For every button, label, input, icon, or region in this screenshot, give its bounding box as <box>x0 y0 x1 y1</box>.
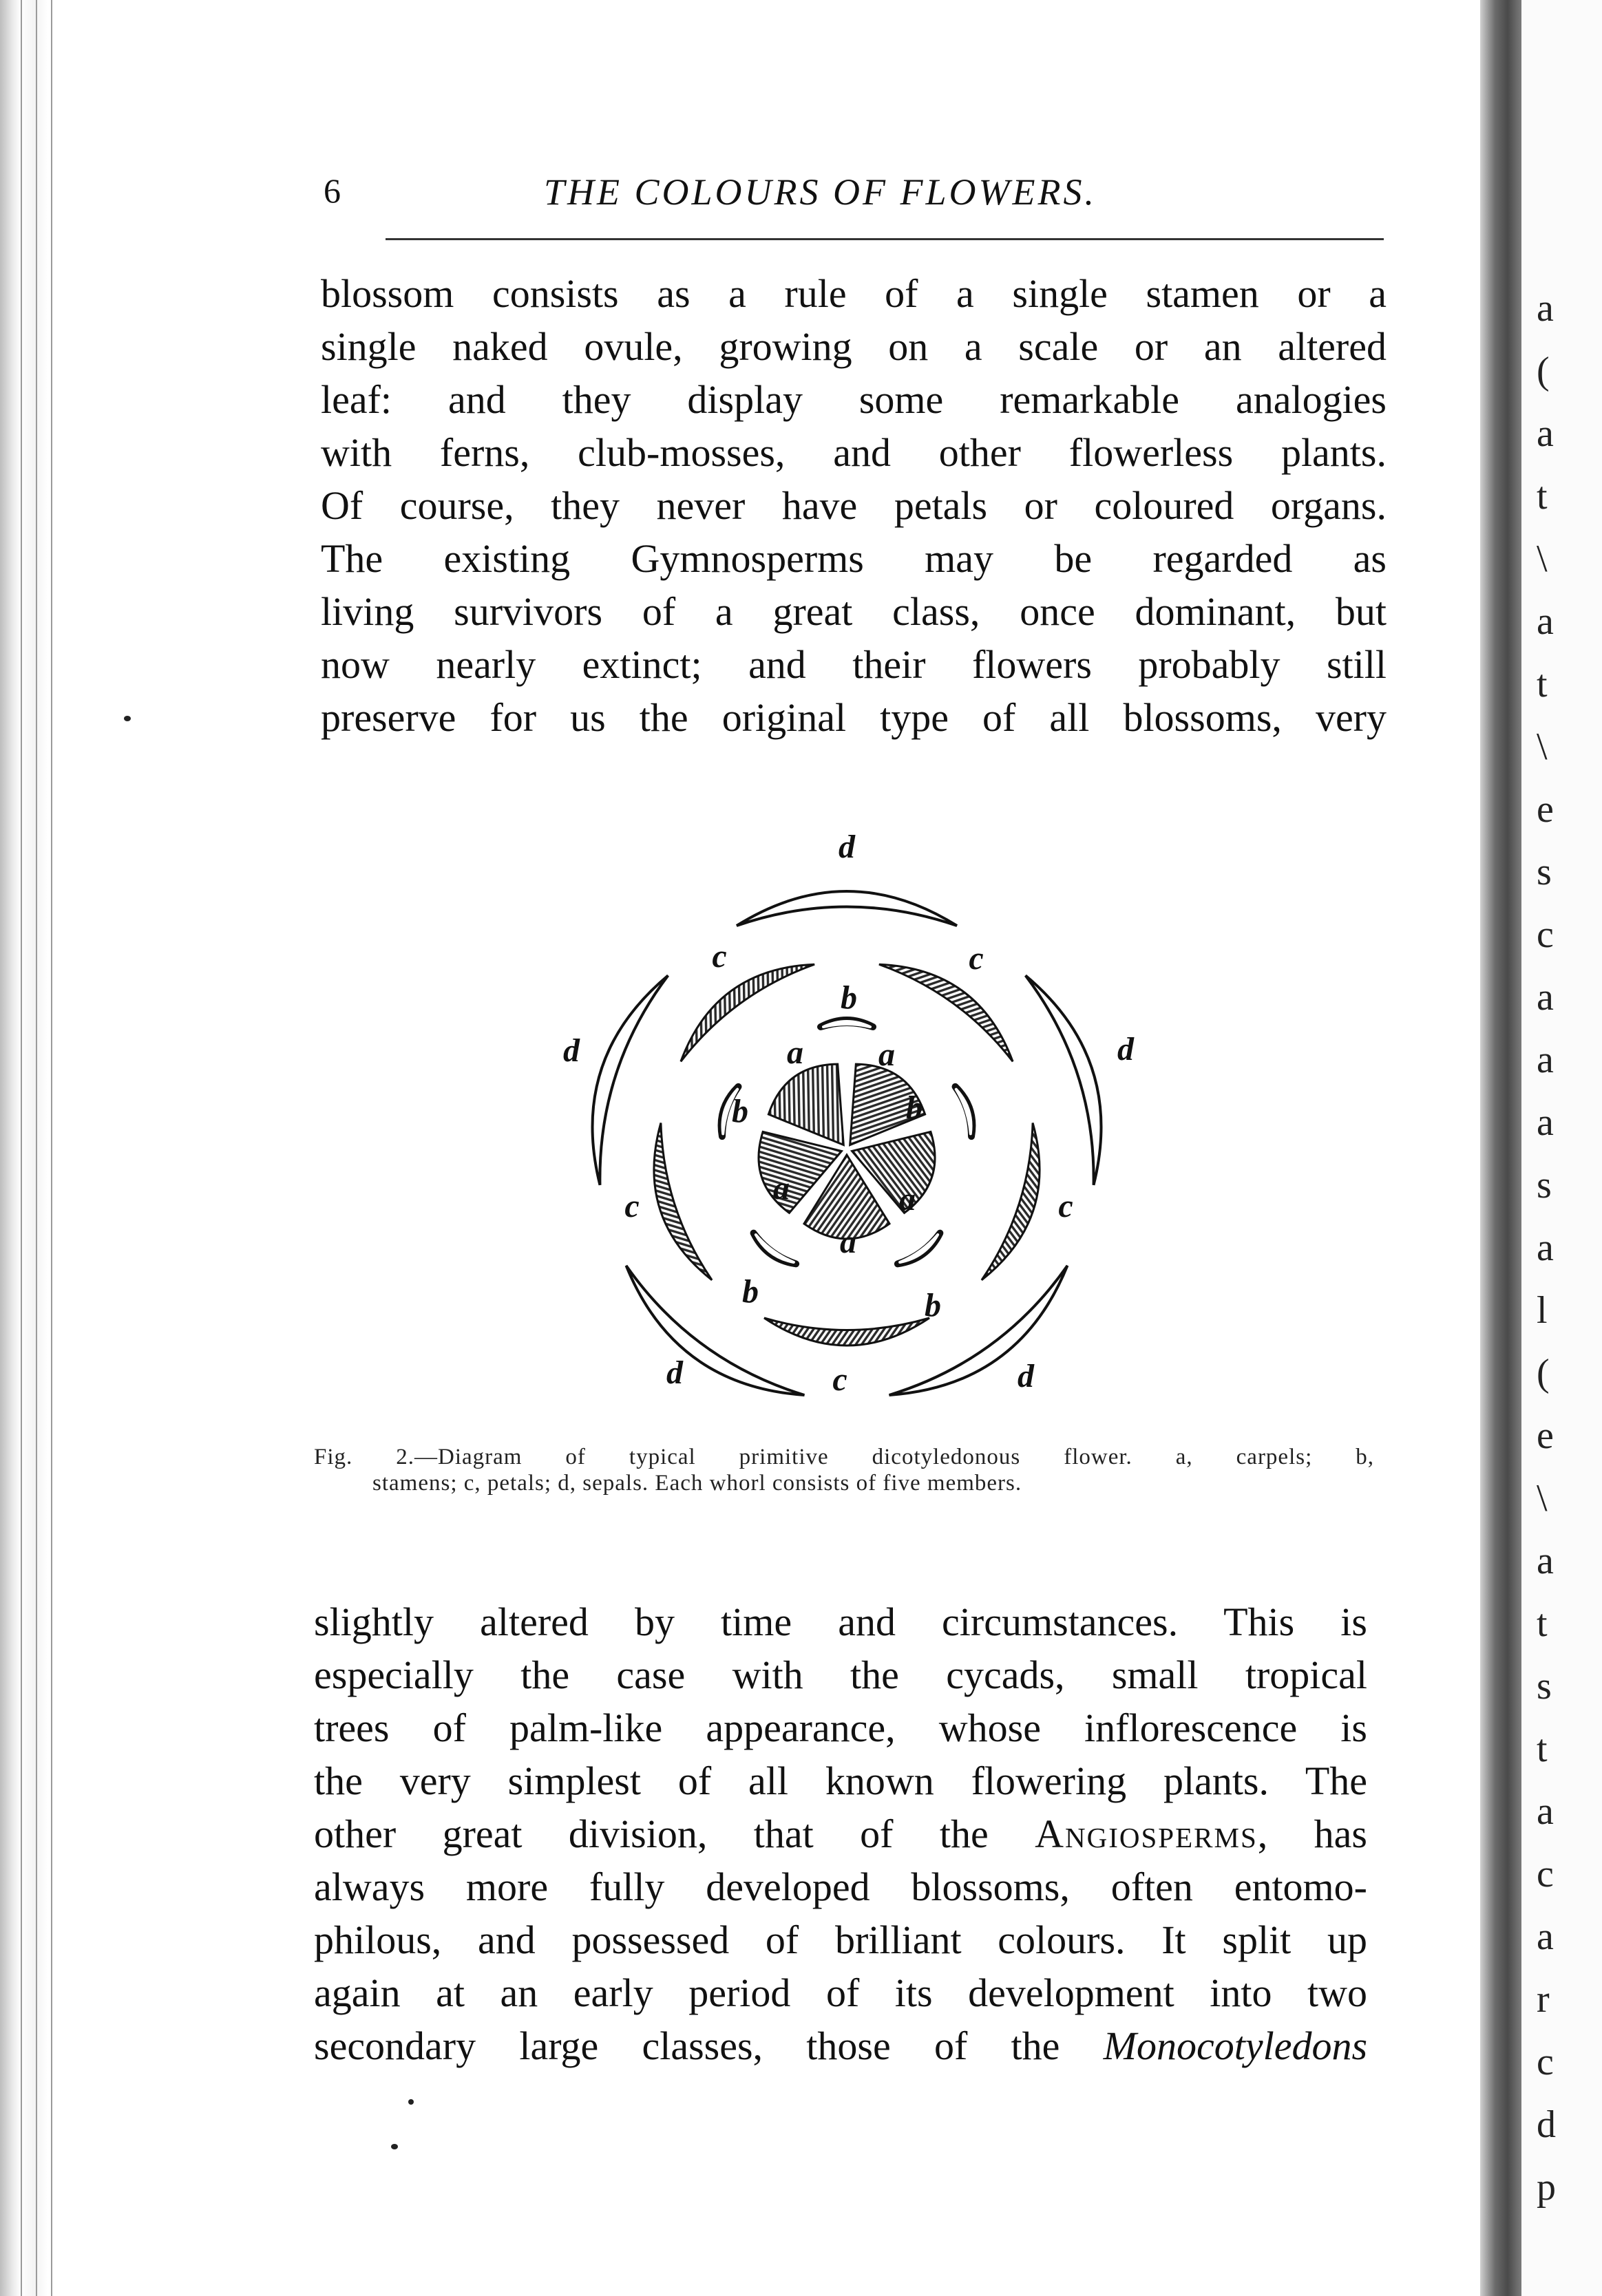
label-a: a <box>840 1224 856 1260</box>
next-page-fragment: t <box>1537 1728 1548 1770</box>
next-page-fragment: ( <box>1537 350 1550 392</box>
stamen <box>752 1235 794 1266</box>
label-a: a <box>773 1170 790 1207</box>
text-line: with ferns, club-mosses, and other flowerless plants. <box>321 430 1387 475</box>
stamen <box>900 1235 941 1266</box>
next-page-fragment: a <box>1537 976 1554 1019</box>
next-page-fragment: p <box>1537 2166 1556 2209</box>
next-page-fragment: a <box>1537 1101 1554 1144</box>
next-page-fragment: s <box>1537 1665 1552 1708</box>
italic-term: Monocotyledons <box>1103 2023 1368 2068</box>
sepal <box>567 965 668 1185</box>
sepal <box>606 1266 804 1423</box>
caption-line: Fig. 2.—Diagram of typical primitive dicotyledonous flower. a, carpels; b, <box>314 1445 1374 1469</box>
text-line: trees of palm-like appearance, whose inflorescence is <box>314 1705 1367 1750</box>
text-line: always more fully developed blossoms, often entomo- <box>314 1864 1367 1909</box>
next-page-fragment: a <box>1537 1790 1554 1833</box>
sepal <box>889 1266 1088 1423</box>
label-d: d <box>1117 1031 1134 1067</box>
label-b: b <box>906 1089 923 1126</box>
label-a: a <box>787 1034 803 1071</box>
page-number: 6 <box>324 171 341 210</box>
text-line: leaf: and they display some remarkable analogies <box>321 377 1387 422</box>
label-d: d <box>666 1354 683 1391</box>
petal <box>635 1123 712 1289</box>
next-page-fragment: l <box>1537 1289 1548 1332</box>
text-line <box>314 2019 1367 2072</box>
text-line: living survivors of a great class, once dominant, but <box>321 589 1387 634</box>
label-b: b <box>732 1093 748 1129</box>
next-page-fragment: t <box>1537 1602 1548 1645</box>
next-page-fragment: a <box>1537 1226 1554 1269</box>
next-page-fragment: e <box>1537 788 1554 831</box>
text-line: preserve for us the original type of all blossoms, very <box>321 695 1387 740</box>
ink-speck <box>408 2099 414 2105</box>
label-b: b <box>841 979 857 1016</box>
text-span: other great division, that of the <box>314 1811 989 1856</box>
label-d: d <box>839 829 855 865</box>
petal <box>879 942 1029 1061</box>
text-line: philous, and possessed of brilliant colours. It split up <box>314 1917 1367 1962</box>
next-page-fragment: r <box>1537 1978 1550 2021</box>
label-b: b <box>742 1273 759 1310</box>
next-page-fragment: d <box>1537 2103 1556 2146</box>
label-c: c <box>1058 1188 1073 1224</box>
ink-speck <box>391 2144 398 2149</box>
page-header <box>324 171 1384 226</box>
petal <box>764 1318 929 1346</box>
text-line: blossom consists as a rule of a single stamen or a <box>321 271 1387 316</box>
text-line: The existing Gymnosperms may be regarded as <box>321 536 1387 581</box>
gutter-shadow <box>1480 0 1521 2296</box>
text-line: Of course, they never have petals or coloured organs. <box>321 483 1387 528</box>
next-page-fragment: c <box>1537 913 1554 956</box>
left-binding-edge <box>0 0 65 2296</box>
text-line: now nearly extinct; and their flowers probably still <box>321 642 1387 687</box>
running-head: THE COLOURS OF FLOWERS. <box>544 171 1097 213</box>
text-line: slightly altered by time and circumstances. This is <box>314 1599 1367 1644</box>
header-rule <box>386 238 1384 240</box>
ink-speck <box>124 716 131 721</box>
text-line: especially the case with the cycads, small tropical <box>314 1652 1367 1697</box>
label-d: d <box>1018 1358 1034 1394</box>
next-page-fragment: a <box>1537 287 1554 330</box>
body-text-top <box>321 267 1387 744</box>
next-page-fragment: s <box>1537 1164 1552 1207</box>
next-page-fragment: ( <box>1537 1352 1550 1394</box>
next-page-fragment: t <box>1537 475 1548 518</box>
next-page-fragment: a <box>1537 600 1554 643</box>
next-page-fragment: a <box>1537 1540 1554 1582</box>
petal <box>982 1123 1059 1289</box>
next-page-edge <box>1521 0 1602 2296</box>
text-line <box>314 1807 1367 1860</box>
label-c: c <box>832 1361 847 1398</box>
next-page-fragment: a <box>1537 1915 1554 1958</box>
next-page-fragment: e <box>1537 1414 1554 1457</box>
text-line: single naked ovule, growing on a scale or an altered <box>321 324 1387 369</box>
label-a: a <box>899 1181 916 1218</box>
text-line: the very simplest of all known flowering plants. The <box>314 1758 1367 1803</box>
figure-caption <box>314 1444 1374 1496</box>
label-a: a <box>878 1037 895 1073</box>
text-span: , has <box>1257 1811 1367 1856</box>
body-text-bottom <box>314 1595 1367 2072</box>
label-c: c <box>712 938 727 975</box>
label-c: c <box>969 940 984 977</box>
sepal <box>1026 965 1126 1185</box>
sepal <box>737 891 957 926</box>
label-b: b <box>925 1287 941 1324</box>
label-c: c <box>624 1188 640 1224</box>
text-line: again at an early period of its development into two <box>314 1970 1367 2015</box>
next-page-fragment: c <box>1537 2041 1554 2083</box>
next-page-fragment: \ <box>1537 538 1548 580</box>
next-page-fragment: a <box>1537 1039 1554 1081</box>
figure-labels <box>563 829 1135 1398</box>
label-d: d <box>563 1032 580 1069</box>
next-page-fragment: \ <box>1537 725 1548 768</box>
flower-diagram-figure <box>523 826 1170 1432</box>
flower-diagram <box>523 826 1170 1432</box>
next-page-fragment: c <box>1537 1853 1554 1895</box>
next-page-fragment: \ <box>1537 1477 1548 1520</box>
text-span: secondary large classes, those of the <box>314 2023 1060 2068</box>
caption-line: stamens; c, petals; d, sepals. Each whorl consists of five members. <box>372 1471 1022 1496</box>
next-page-fragment: a <box>1537 412 1554 455</box>
next-page-fragment: t <box>1537 663 1548 705</box>
next-page-fragment: s <box>1537 851 1552 893</box>
small-caps-term: Angiosperms <box>1035 1811 1258 1856</box>
